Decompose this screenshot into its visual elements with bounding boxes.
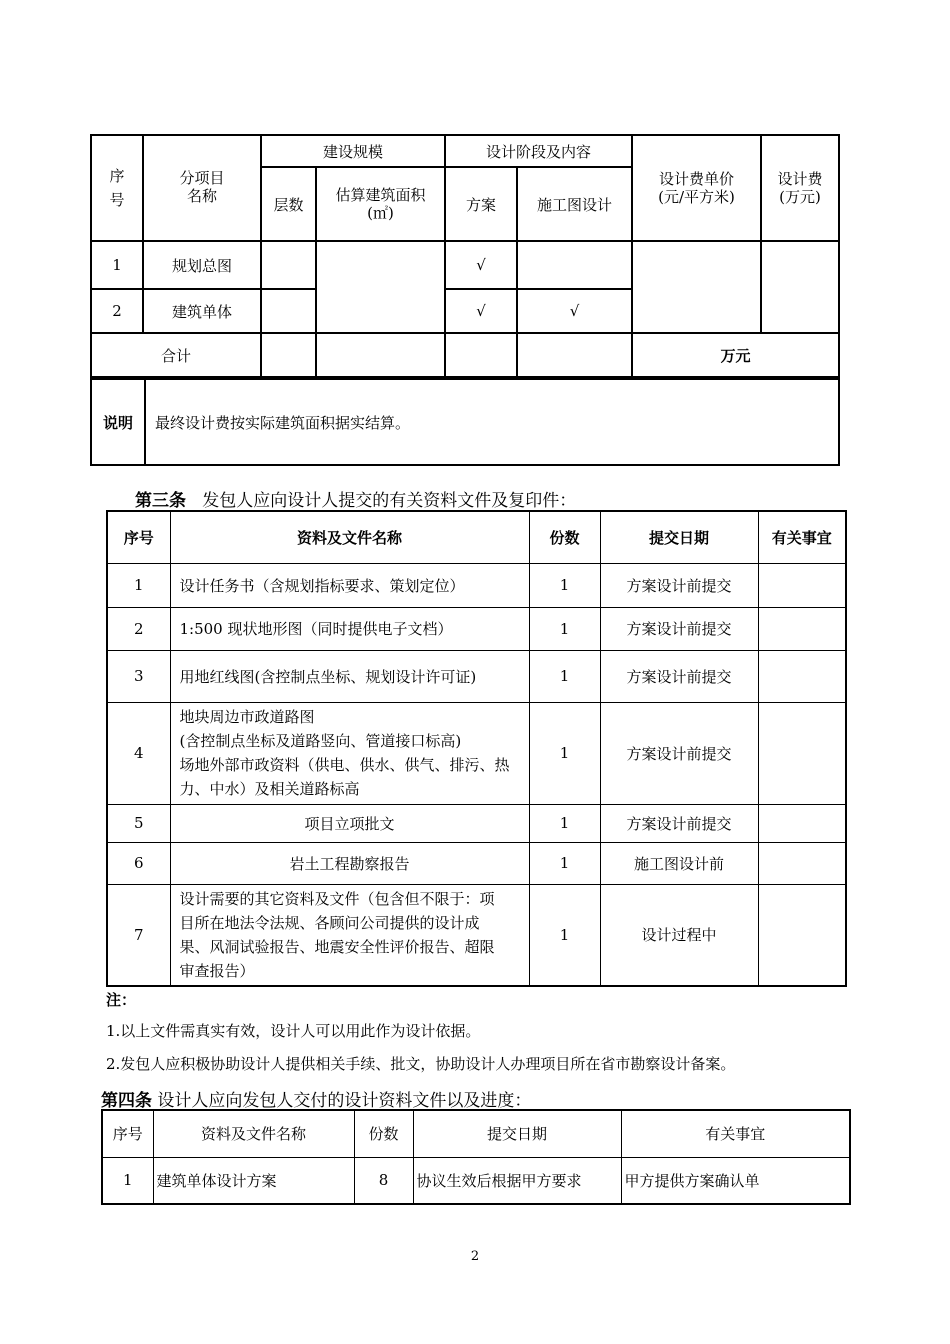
table-row bbox=[102, 1157, 850, 1204]
row-notes bbox=[758, 607, 846, 650]
header-item-name: 分项目 名称 bbox=[143, 135, 261, 241]
header-copies: 份数 bbox=[529, 511, 600, 563]
row-scheme: √ bbox=[445, 241, 517, 289]
table-row bbox=[107, 702, 846, 804]
row-date: 方案设计前提交 bbox=[600, 607, 758, 650]
row-copies: 1 bbox=[529, 884, 600, 986]
row-seq: 2 bbox=[91, 289, 143, 333]
header-seq: 序号 bbox=[102, 1110, 153, 1157]
row-copies: 1 bbox=[529, 563, 600, 607]
article3-title: 发包人应向设计人提交的有关资料文件及复印件： bbox=[202, 491, 577, 511]
row-seq: 5 bbox=[107, 804, 170, 842]
table-row bbox=[107, 607, 846, 650]
table-row bbox=[107, 563, 846, 607]
table-row bbox=[91, 241, 839, 289]
row-notes bbox=[758, 650, 846, 702]
row-name bbox=[170, 702, 529, 804]
header-scale: 建设规模 bbox=[261, 135, 445, 167]
row-floors bbox=[261, 241, 316, 289]
table-row bbox=[107, 842, 846, 884]
row-date: 方案设计前提交 bbox=[600, 702, 758, 804]
row-notes bbox=[758, 842, 846, 884]
article4-number: 第四条 bbox=[101, 1091, 152, 1111]
row-copies: 1 bbox=[529, 804, 600, 842]
row-seq: 1 bbox=[107, 563, 170, 607]
header-construction-drawing: 施工图设计 bbox=[517, 167, 632, 241]
note-item: 1.以上文件需真实有效，设计人可以用此作为设计依据。 bbox=[106, 1022, 481, 1040]
header-phase: 设计阶段及内容 bbox=[445, 135, 632, 167]
header-seq: 序号 bbox=[107, 511, 170, 563]
row-date: 设计过程中 bbox=[600, 884, 758, 986]
client-documents-table bbox=[106, 510, 847, 987]
row-notes bbox=[758, 563, 846, 607]
row-seq: 1 bbox=[91, 241, 143, 289]
table-row bbox=[107, 884, 846, 986]
row-copies: 1 bbox=[529, 650, 600, 702]
row-seq: 1 bbox=[102, 1157, 153, 1204]
note-item: 2.发包人应积极协助设计人提供相关手续、批文，协助设计人办理项目所在省市勘察设计备案。 bbox=[106, 1055, 736, 1073]
total-area bbox=[316, 333, 445, 377]
row-date: 施工图设计前 bbox=[600, 842, 758, 884]
row-area bbox=[316, 241, 445, 333]
row-name-line: 目所在地法令法规、各顾问公司提供的设计成 bbox=[179, 913, 480, 932]
table-row bbox=[107, 804, 846, 842]
row-seq: 3 bbox=[107, 650, 170, 702]
row-name: 建筑单体 bbox=[143, 289, 261, 333]
row-name-line: 地块周边市政道路图 bbox=[179, 708, 315, 726]
header-fee: 设计费 (万元) bbox=[761, 135, 839, 241]
row-copies: 1 bbox=[529, 702, 600, 804]
total-row bbox=[91, 333, 839, 377]
row-notes bbox=[758, 702, 846, 804]
header-notes: 有关事宜 bbox=[758, 511, 846, 563]
row-name-line: 审查报告） bbox=[179, 961, 255, 980]
row-scheme: √ bbox=[445, 289, 517, 333]
header-date: 提交日期 bbox=[413, 1110, 621, 1157]
header-unit-price: 设计费单价 (元/平方米) bbox=[632, 135, 761, 241]
article3-number: 第三条 bbox=[135, 491, 186, 511]
row-date: 协议生效后根据甲方要求 bbox=[413, 1157, 621, 1204]
row-name: 建筑单体设计方案 bbox=[153, 1157, 354, 1204]
row-name: 岩土工程勘察报告 bbox=[170, 842, 529, 884]
row-name-line: 力、中水）及相关道路标高 bbox=[179, 780, 360, 798]
row-floors bbox=[261, 289, 316, 333]
header-name: 资料及文件名称 bbox=[153, 1110, 354, 1157]
header-name: 资料及文件名称 bbox=[170, 511, 529, 563]
row-copies: 8 bbox=[354, 1157, 413, 1204]
header-date: 提交日期 bbox=[600, 511, 758, 563]
total-scheme bbox=[445, 333, 517, 377]
header-notes: 有关事宜 bbox=[621, 1110, 850, 1157]
row-construction bbox=[517, 241, 632, 289]
total-label: 合计 bbox=[91, 333, 261, 377]
row-seq: 7 bbox=[107, 884, 170, 986]
row-seq: 4 bbox=[107, 702, 170, 804]
header-scheme: 方案 bbox=[445, 167, 517, 241]
row-name bbox=[170, 884, 529, 986]
row-date: 方案设计前提交 bbox=[600, 804, 758, 842]
row-seq: 6 bbox=[107, 842, 170, 884]
design-fee-table bbox=[90, 134, 840, 378]
row-notes bbox=[758, 884, 846, 986]
row-name-line: 场地外部市政资料（供电、供水、供气、排污、热 bbox=[179, 756, 510, 774]
total-unit: 万元 bbox=[632, 333, 839, 377]
row-name: 项目立项批文 bbox=[170, 804, 529, 842]
row-unit-price bbox=[632, 241, 761, 333]
row-name-line: 设计需要的其它资料及文件（包含但不限于：项 bbox=[179, 889, 495, 908]
notes-label: 注： bbox=[106, 991, 137, 1009]
deliverables-table bbox=[101, 1109, 851, 1205]
header-area: 估算建筑面积 (㎡) bbox=[316, 167, 445, 241]
row-notes bbox=[758, 804, 846, 842]
article4-heading bbox=[101, 1086, 531, 1111]
total-floors bbox=[261, 333, 316, 377]
row-name-line: (含控制点坐标及道路竖向、管道接口标高) bbox=[179, 732, 462, 750]
remark-label: 说明 bbox=[91, 379, 145, 465]
row-name: 规划总图 bbox=[143, 241, 261, 289]
header-copies: 份数 bbox=[354, 1110, 413, 1157]
row-name: 1:500 现状地形图（同时提供电子文档） bbox=[170, 607, 529, 650]
table-row bbox=[107, 650, 846, 702]
article4-title: 设计人应向发包人交付的设计资料文件以及进度： bbox=[157, 1091, 532, 1111]
header-seq: 序 号 bbox=[91, 135, 143, 241]
row-notes: 甲方提供方案确认单 bbox=[621, 1157, 850, 1204]
row-date: 方案设计前提交 bbox=[600, 563, 758, 607]
remark-table bbox=[90, 378, 840, 466]
total-construction bbox=[517, 333, 632, 377]
remark-text: 最终设计费按实际建筑面积据实结算。 bbox=[145, 379, 839, 465]
row-seq: 2 bbox=[107, 607, 170, 650]
row-name: 用地红线图(含控制点坐标、规划设计许可证) bbox=[170, 650, 529, 702]
row-fee bbox=[761, 241, 839, 333]
row-copies: 1 bbox=[529, 842, 600, 884]
row-date: 方案设计前提交 bbox=[600, 650, 758, 702]
row-name-line: 果、风洞试验报告、地震安全性评价报告、超限 bbox=[179, 937, 495, 956]
page-number: 2 bbox=[470, 1249, 480, 1264]
row-name: 设计任务书（含规划指标要求、策划定位） bbox=[170, 563, 529, 607]
row-copies: 1 bbox=[529, 607, 600, 650]
row-construction: √ bbox=[517, 289, 632, 333]
article3-heading bbox=[135, 486, 576, 511]
header-floors: 层数 bbox=[261, 167, 316, 241]
